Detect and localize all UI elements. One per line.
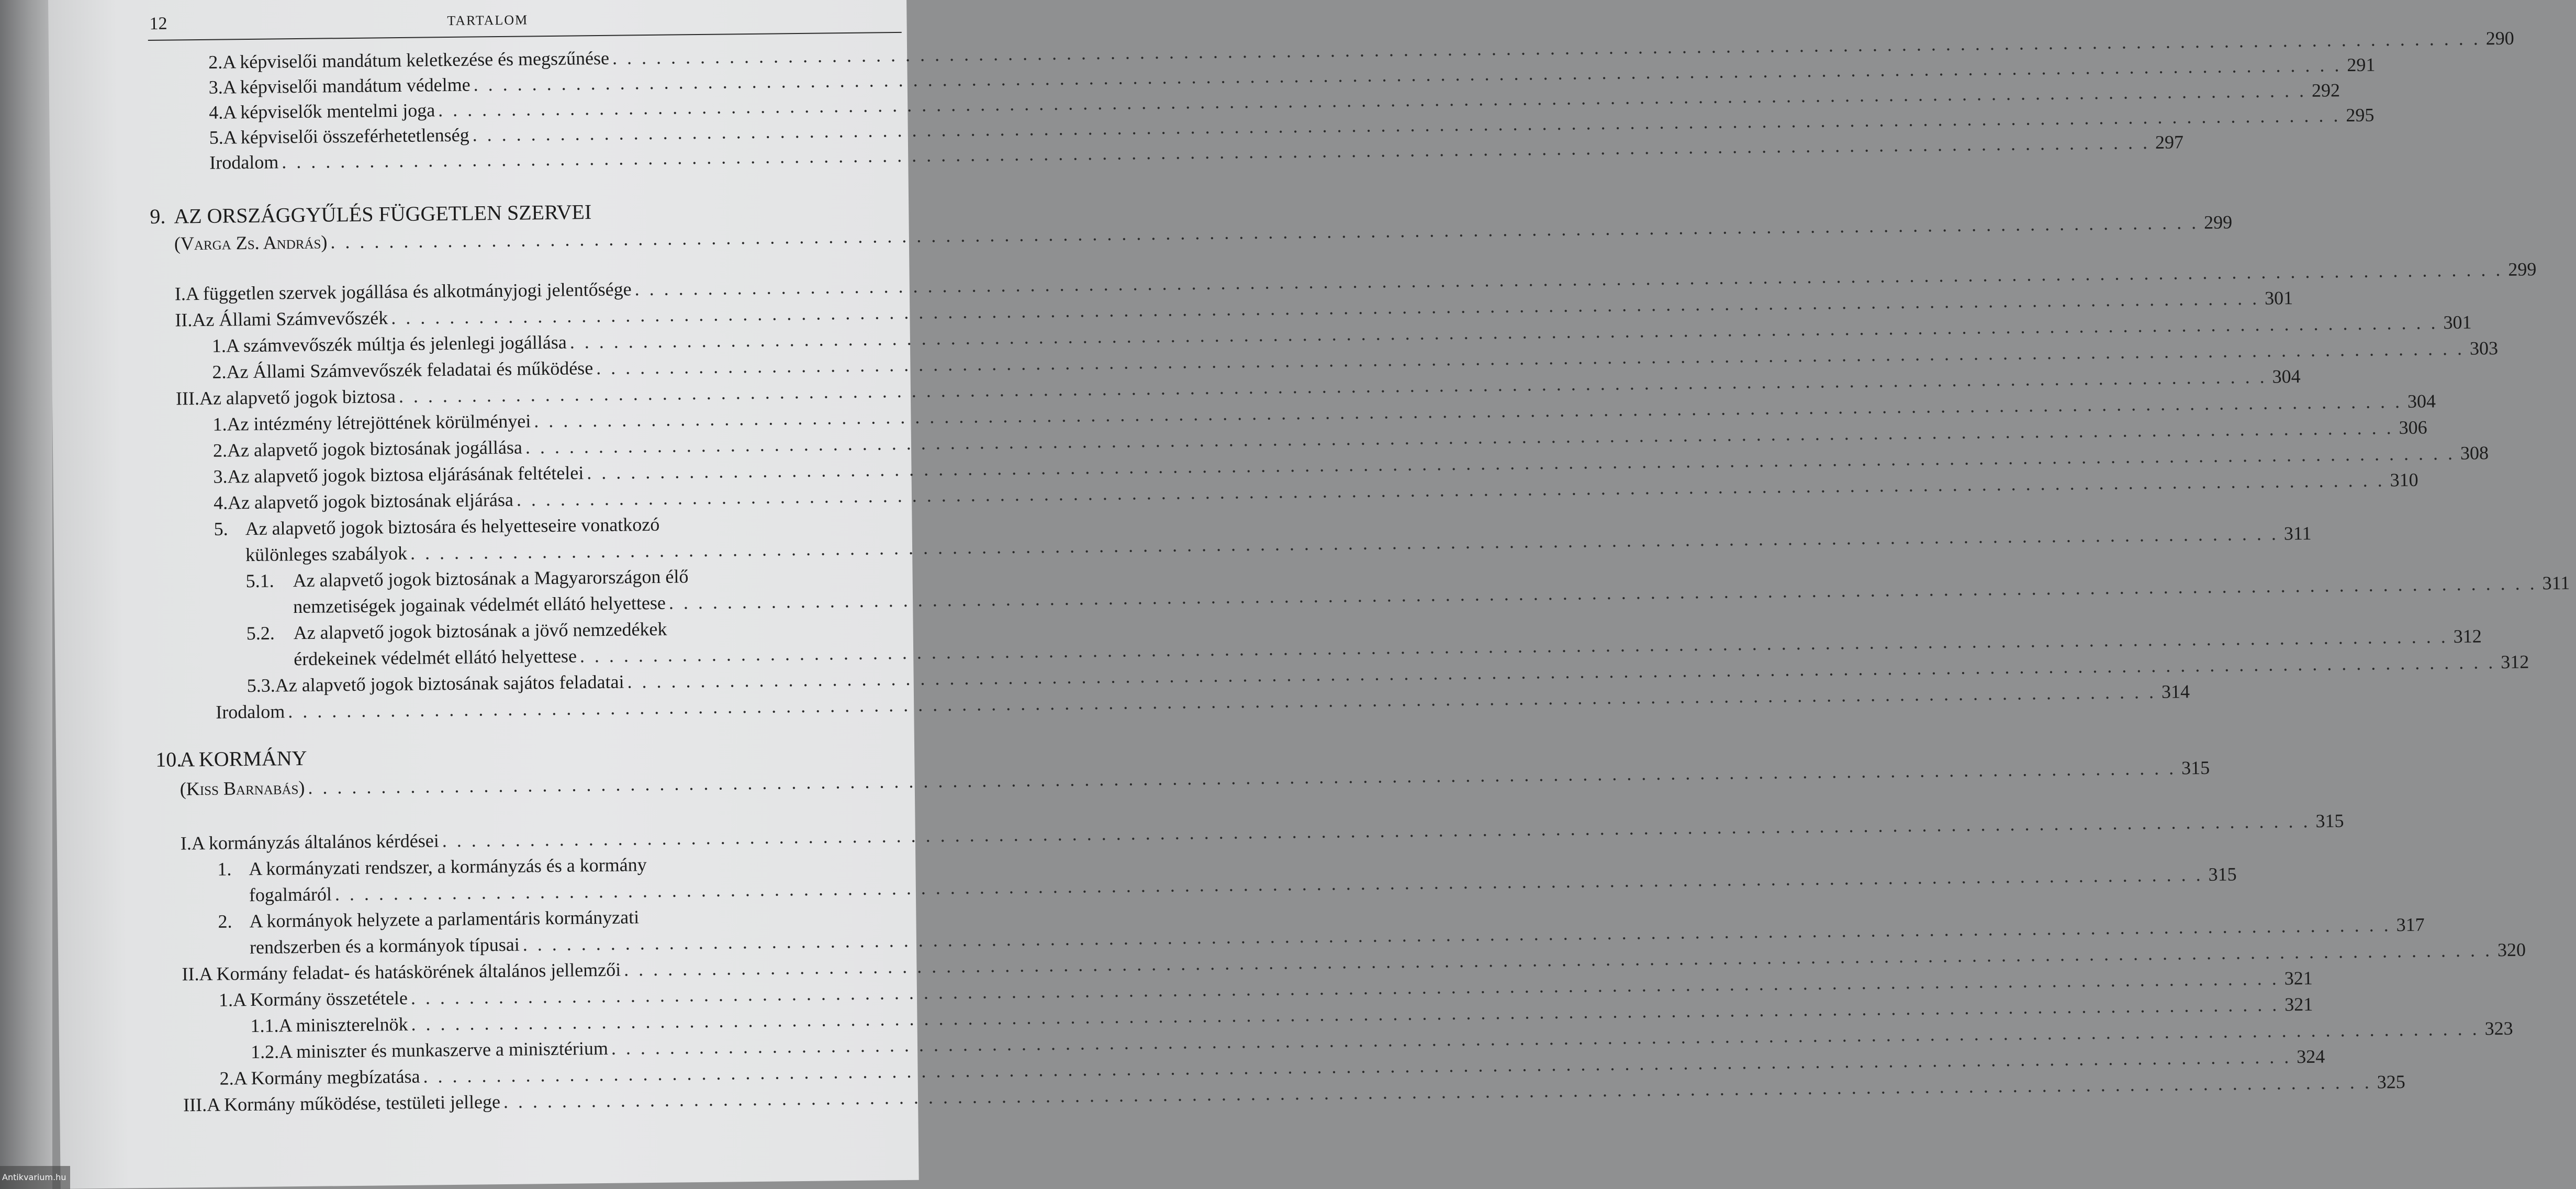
toc-page-number: 299 — [2203, 211, 2233, 233]
toc-entry: 3. A képviselői mandátum védelme . . . 291 — [209, 68, 902, 100]
toc-entry: III. A Kormány működése, testületi jellege . . . 325 — [183, 1085, 913, 1118]
toc-page-number: 301 — [2264, 287, 2293, 309]
toc-page-number: 311 — [2542, 572, 2570, 594]
toc-entry: 2. A képviselői mandátum keletkezése és megszűnése . . . 290 — [208, 42, 902, 75]
toc-page-number: 304 — [2272, 365, 2301, 387]
toc-page-number: 297 — [2155, 131, 2184, 153]
toc-entry: 5.3. Az alapvető jogok biztosának sajátos feladatai . . . 312 — [247, 666, 908, 698]
toc-entry: II. Az Állami Számvevőszék . . . 301 — [175, 300, 904, 333]
chapter-author: (Varga Zs. András) . . . 299 — [174, 223, 904, 256]
toc-page-number: 321 — [2284, 967, 2313, 989]
toc-page-number: 308 — [2460, 442, 2489, 464]
toc-page-number: 314 — [2161, 681, 2190, 702]
toc-page-number: 325 — [2377, 1071, 2405, 1093]
toc-entry: III. Az alapvető jogok biztosa . . . 304 — [176, 378, 905, 411]
toc-page-number: 291 — [2347, 54, 2376, 76]
toc-page-number: 295 — [2346, 104, 2375, 126]
toc-entry: 5.2. Az alapvető jogok biztosának a jövő nemzedékek — [246, 618, 667, 644]
toc-page-number: 292 — [2311, 80, 2340, 101]
toc-entry: 4. Az alapvető jogok biztosának eljárása . . . 310 — [214, 483, 906, 515]
toc-page-number: 290 — [2485, 27, 2514, 49]
toc-page-number: 315 — [2315, 810, 2344, 832]
toc-page-number: 310 — [2390, 469, 2418, 491]
toc-page-number: 303 — [2469, 338, 2499, 359]
toc-entry: I. A független szervek jogállása és alkotmányjogi jelentősége . . . 299 — [175, 274, 904, 307]
toc-entry-continuation: fogalmáról . . . 315 — [249, 876, 911, 907]
toc-entry-continuation: különleges szabályok . . . 311 — [245, 535, 907, 567]
toc-entry: 1. A kormányzati rendszer, a kormányzás és a kormány — [217, 854, 647, 880]
header-rule — [148, 32, 902, 41]
toc-entry: 1. A számvevőszék múltja és jelenlegi jogállása . . . 301 — [212, 326, 905, 358]
toc-entry: 5.1. Az alapvető jogok biztosának a Magyarországon élő — [245, 566, 689, 592]
toc-page-number: 320 — [2497, 939, 2526, 961]
toc-entry: II. A Kormány feladat- és hatáskörének általános jellemzői . . . 320 — [182, 954, 911, 987]
toc-page-number: 321 — [2284, 993, 2313, 1015]
toc-entry: Irodalom . . . 297 — [209, 143, 903, 175]
toc-entry: 4. A képviselők mentelmi joga . . . 292 — [209, 93, 902, 125]
running-head: TARTALOM — [447, 12, 529, 29]
toc-entry: 5. Az alapvető jogok biztosára és helyetteseire vonatkozó — [214, 513, 660, 540]
toc-page-number: 315 — [2181, 757, 2210, 779]
toc-entry: 3. Az alapvető jogok biztosa eljárásának feltételei . . . 308 — [213, 457, 906, 489]
toc-page-number: 299 — [2508, 259, 2537, 280]
chapter-author: (Kiss Barnabás) . . . 315 — [180, 769, 910, 802]
toc-entry: 1.1. A miniszterelnök . . . 321 — [250, 1006, 912, 1038]
chapter-heading: 10. A KORMÁNY — [155, 746, 307, 771]
chapter-heading: 9. AZ ORSZÁGGYŰLÉS FÜGGETLEN SZERVEI — [150, 200, 592, 228]
toc-page-number: 312 — [2501, 651, 2529, 672]
toc-page-number: 306 — [2399, 417, 2427, 439]
toc-entry: 1. A Kormány összetétele . . . 321 — [219, 980, 912, 1013]
toc-entry: 2. A kormányok helyzete a parlamentáris kormányzati — [218, 906, 640, 932]
toc-page-number: 324 — [2297, 1046, 2325, 1068]
toc-page-number: 312 — [2453, 625, 2482, 647]
toc-entry-continuation: rendszerben és a kormányok típusai . . . 317 — [250, 928, 911, 960]
watermark: Antikvarium.hu — [0, 1166, 70, 1189]
toc-entry-continuation: nemzetiségek jogainak védelmét ellátó helyettese . . . 311 — [293, 588, 908, 619]
toc-page-number: 301 — [2443, 311, 2472, 333]
toc-page-number: 304 — [2407, 390, 2436, 412]
toc-page-number: 317 — [2396, 914, 2425, 936]
toc-entry: 5. A képviselői összeférhetetlenség . . . 295 — [209, 118, 903, 150]
toc-page-number: 311 — [2283, 522, 2312, 544]
toc-entry: 2. Az Állami Számvevőszék feladatai és működése . . . 303 — [212, 352, 905, 385]
book-edge-shadow — [0, 0, 52, 1189]
toc-entry: 1. Az intézmény létrejöttének körülményei . . . 304 — [212, 405, 905, 437]
book-page — [48, 0, 2570, 1189]
toc-entry: I. A kormányzás általános kérdései . . . 315 — [181, 823, 910, 856]
toc-entry: 1.2. A miniszter és munkaszerve a minisztérium . . . 323 — [251, 1033, 912, 1064]
toc-page-number: 315 — [2208, 863, 2237, 885]
page-number: 12 — [149, 14, 167, 33]
toc-page-number: 323 — [2484, 1017, 2513, 1039]
toc-entry: 2. Az alapvető jogok biztosának jogállása . . . 306 — [213, 431, 906, 463]
toc-entry: Irodalom . . . 314 — [216, 692, 909, 725]
toc-entry-continuation: érdekeinek védelmét ellátó helyettese . . . 312 — [294, 640, 908, 671]
toc-entry: 2. A Kormány megbízatása . . . 324 — [219, 1059, 912, 1091]
